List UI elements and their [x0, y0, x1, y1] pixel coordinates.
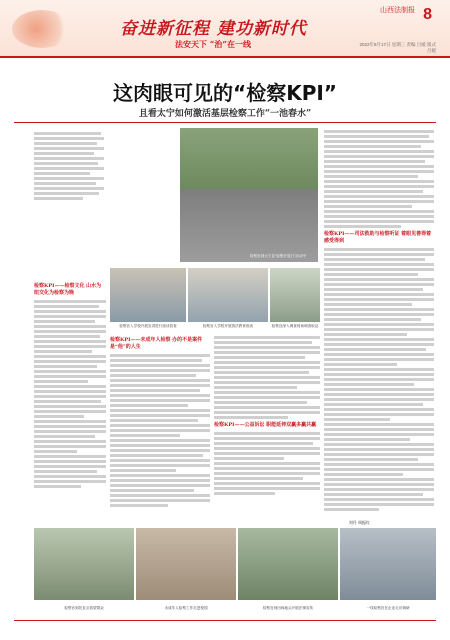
- caption-row2-b: 未成年人检察工作走进校园: [164, 606, 208, 610]
- caption-row2-a: 检察官到扶贫点看望群众: [64, 606, 104, 610]
- photo-row2-c: [238, 528, 338, 600]
- section-heading-judicial-aid: 检察KPI——司法救助与检察听证 着眼见善得着感受得到: [324, 231, 432, 244]
- article-title: 这肉眼可见的“检察KPI”: [113, 81, 337, 105]
- banner-slogan: 奋进新征程 建功新时代: [120, 19, 307, 39]
- paper-name: 山西法制报: [380, 7, 415, 14]
- section-heading-culture: 检察KPI——检察文化 山水为纽交化为检察为晚: [34, 283, 102, 296]
- bottom-rule: [14, 620, 436, 621]
- photo-row1-a: [110, 268, 186, 322]
- intro-text: [34, 130, 104, 270]
- left-column: [34, 280, 106, 520]
- section-heading-juvenile: 检察KPI——未成年人检察 办的不是案件是“他”的人生: [110, 337, 203, 350]
- middle-left-column: [110, 334, 210, 520]
- date-line: 2022年8月17日 星期三 责编 吕媛 版式 吕媛: [359, 42, 436, 53]
- photo-row2-a: [34, 528, 134, 600]
- photo-row2-d: [340, 528, 436, 600]
- middle-right-column: [214, 334, 320, 520]
- main-photo-caption: 检察官到大宁县“检察开放日”活动中: [249, 254, 307, 258]
- header-banner: [0, 0, 450, 58]
- caption-row1-a: 检察官入学校开展宣讲进行座谈普查: [119, 324, 177, 328]
- title-rule: [14, 122, 436, 123]
- section-heading-public-interest: 检察KPI——公益诉讼 职能延伸双赢多赢共赢: [214, 422, 317, 428]
- caption-row1-b: 检察官入学校开展普法教育座谈: [202, 324, 254, 328]
- caption-row2-c: 检察官到田间地头开展法律宣传: [262, 606, 314, 610]
- author-signature: 刘丹 周振红: [348, 520, 370, 525]
- banner-decoration: [12, 10, 72, 48]
- photo-row1-c: [270, 268, 320, 322]
- page-number: 8: [423, 6, 432, 23]
- photo-row1-b: [188, 268, 268, 322]
- caption-row1-c: 检察官深入调查现场调查取证: [271, 324, 319, 328]
- right-column: [324, 128, 434, 524]
- column-name: 法安天下 “治”在一线: [175, 39, 251, 49]
- main-photo: [180, 128, 318, 262]
- photo-row2-b: [136, 528, 236, 600]
- article-subtitle: 且看太宁如何激活基层检察工作“一池春水”: [138, 109, 312, 119]
- caption-row2-d: 一线检察官在企业走访调研: [366, 606, 410, 610]
